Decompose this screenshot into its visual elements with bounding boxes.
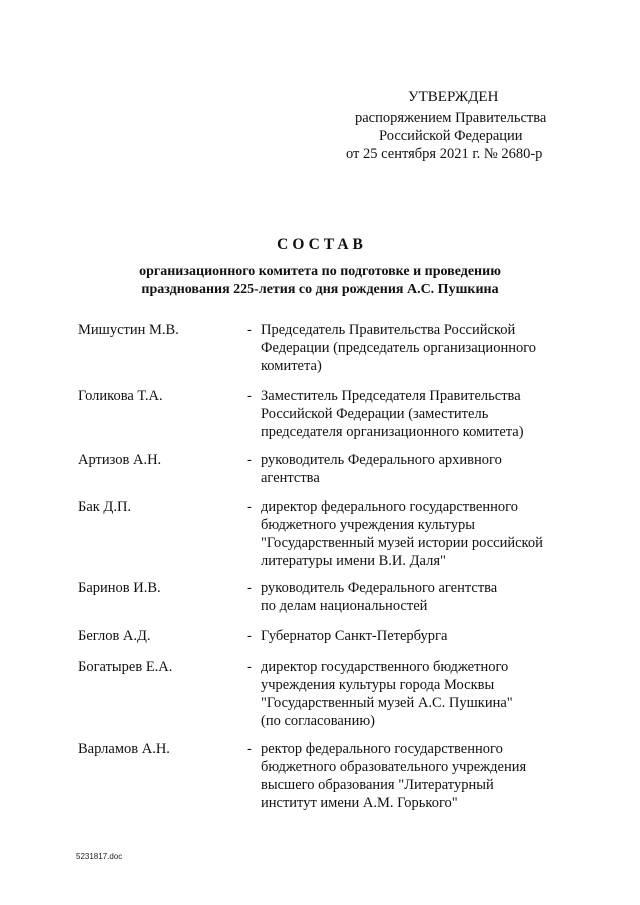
member-role-line: институт имени А.М. Горького" — [261, 795, 458, 811]
member-role — [261, 498, 571, 570]
approval-line-3: от 25 сентября 2021 г. № 2680-р — [346, 146, 543, 162]
member-role-line: Заместитель Председателя Правительства — [261, 388, 521, 404]
member-dash: - — [247, 499, 252, 515]
member-role — [261, 627, 571, 645]
member-name: Богатырев Е.А. — [78, 659, 173, 675]
document-subtitle — [100, 263, 540, 299]
member-name: Бак Д.П. — [78, 499, 132, 515]
approval-line-2: Российской Федерации — [379, 128, 523, 144]
file-code: 5231817.doc — [76, 852, 123, 861]
member-role-line: директор федерального государственного — [261, 499, 518, 515]
member-role — [261, 658, 571, 730]
member-dash: - — [247, 452, 252, 468]
member-name: Баринов И.В. — [78, 580, 161, 596]
member-role-line: ректор федерального государственного — [261, 741, 503, 757]
member-name: Варламов А.Н. — [78, 741, 170, 757]
member-role-line: по делам национальностей — [261, 598, 428, 614]
member-role-line: "Государственный музей А.С. Пушкина" — [261, 695, 513, 711]
member-name: Беглов А.Д. — [78, 628, 151, 644]
member-role — [261, 451, 571, 487]
member-dash: - — [247, 659, 252, 675]
member-role-line: "Государственный музей истории российской — [261, 535, 543, 551]
member-role-line: (по согласованию) — [261, 713, 375, 729]
member-dash: - — [247, 628, 252, 644]
subtitle-line-1: организационного комитета по подготовке и проведению — [139, 264, 501, 279]
approval-title: УТВЕРЖДЕН — [408, 89, 499, 105]
member-role-line: комитета) — [261, 358, 322, 374]
member-name: Голикова Т.А. — [78, 388, 163, 404]
member-role-line: высшего образования "Литературный — [261, 777, 494, 793]
member-dash: - — [247, 741, 252, 757]
member-dash: - — [247, 322, 252, 338]
member-role-line: агентства — [261, 470, 320, 486]
member-role-line: Председатель Правительства Российской — [261, 322, 516, 338]
member-role-line: Российской Федерации (заместитель — [261, 406, 489, 422]
member-role-line: бюджетного образовательного учреждения — [261, 759, 527, 775]
approval-line-1: распоряжением Правительства — [355, 110, 547, 126]
member-role-line: Федерации (председатель организационного — [261, 340, 537, 356]
member-role-line: руководитель Федерального архивного — [261, 452, 502, 468]
member-role-line: председателя организационного комитета) — [261, 424, 524, 440]
member-role-line: Губернатор Санкт-Петербурга — [261, 628, 448, 644]
document-title: СОСТАВ — [277, 236, 367, 253]
member-dash: - — [247, 388, 252, 404]
member-role-line: руководитель Федерального агентства — [261, 580, 498, 596]
member-role — [261, 387, 571, 441]
subtitle-line-2: празднования 225-летия со дня рождения А.С. Пушкина — [141, 282, 499, 297]
member-role-line: учреждения культуры города Москвы — [261, 677, 495, 693]
member-role-line: литературы имени В.И. Даля" — [261, 553, 446, 569]
member-role — [261, 321, 571, 375]
member-dash: - — [247, 580, 252, 596]
member-role — [261, 740, 571, 812]
member-role — [261, 579, 571, 615]
member-name: Мишустин М.В. — [78, 322, 179, 338]
member-role-line: бюджетного учреждения культуры — [261, 517, 475, 533]
member-name: Артизов А.Н. — [78, 452, 162, 468]
member-role-line: директор государственного бюджетного — [261, 659, 509, 675]
